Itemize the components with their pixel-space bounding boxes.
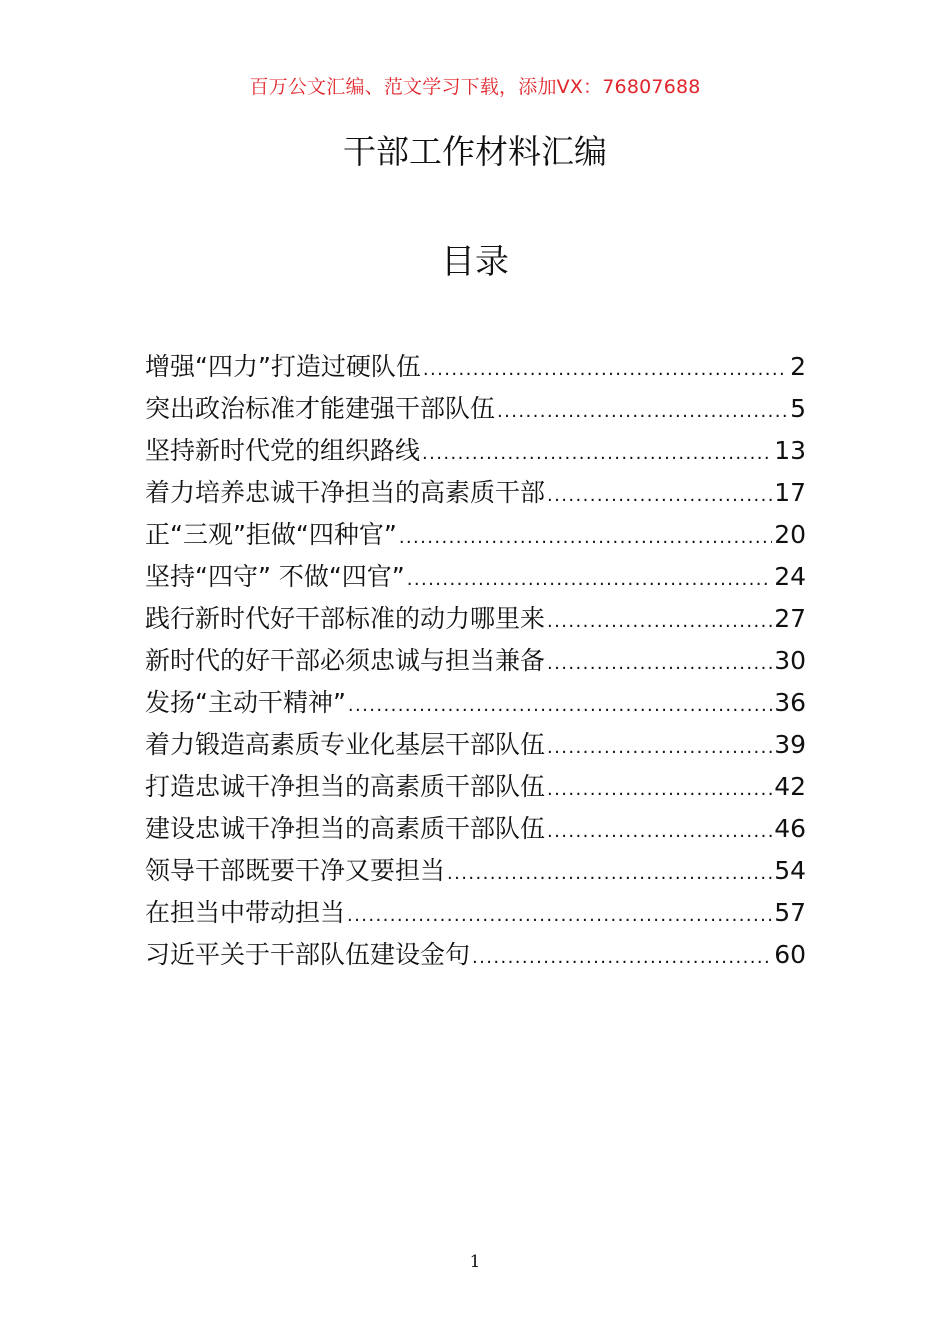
toc-item-page: 46 <box>774 814 806 843</box>
toc-item-page: 24 <box>774 562 806 591</box>
toc-item[interactable] <box>145 682 806 724</box>
toc-leader <box>423 349 788 391</box>
toc-item[interactable] <box>145 430 806 472</box>
toc-item[interactable] <box>145 640 806 682</box>
toc-item-page: 60 <box>774 940 806 969</box>
toc-leader <box>497 391 788 433</box>
toc-item-page: 54 <box>774 856 806 885</box>
toc-item-title: 在担当中带动担当 <box>145 898 346 927</box>
toc-heading: 目录 <box>441 242 509 282</box>
toc-item-title: 坚持“四守” 不做“四官” <box>145 562 405 591</box>
toc-item-page: 30 <box>774 646 806 675</box>
toc-item[interactable] <box>145 514 806 556</box>
toc-leader <box>399 517 772 559</box>
table-of-contents <box>145 346 806 976</box>
toc-item[interactable] <box>145 556 806 598</box>
toc-item[interactable] <box>145 388 806 430</box>
toc-leader <box>547 643 772 685</box>
toc-leader <box>547 811 772 853</box>
toc-item-title: 践行新时代好干部标准的动力哪里来 <box>145 604 546 633</box>
toc-leader <box>422 433 772 475</box>
toc-item-page: 27 <box>774 604 806 633</box>
toc-leader <box>348 685 772 727</box>
page-number: 1 <box>469 1252 481 1272</box>
toc-leader <box>407 559 772 601</box>
toc-item-title: 领导干部既要干净又要担当 <box>145 856 446 885</box>
toc-item[interactable] <box>145 766 806 808</box>
toc-item-page: 2 <box>790 352 806 381</box>
toc-item-page: 17 <box>774 478 806 507</box>
toc-item-page: 36 <box>774 688 806 717</box>
toc-item-title: 正“三观”拒做“四种官” <box>145 520 397 549</box>
toc-item-title: 发扬“主动干精神” <box>145 688 346 717</box>
toc-leader <box>472 937 772 979</box>
toc-item-title: 坚持新时代党的组织路线 <box>145 436 421 465</box>
toc-item-title: 着力锻造高素质专业化基层干部队伍 <box>145 730 546 759</box>
toc-leader <box>347 895 772 937</box>
document-title: 干部工作材料汇编 <box>343 132 607 171</box>
toc-item-page: 39 <box>774 730 806 759</box>
toc-item-title: 建设忠诚干净担当的高素质干部队伍 <box>145 814 546 843</box>
toc-item[interactable] <box>145 346 806 388</box>
toc-leader <box>547 475 772 517</box>
toc-item-page: 57 <box>774 898 806 927</box>
toc-item[interactable] <box>145 934 806 976</box>
toc-item-title: 新时代的好干部必须忠诚与担当兼备 <box>145 646 546 675</box>
toc-leader <box>547 727 772 769</box>
toc-item[interactable] <box>145 598 806 640</box>
toc-item-title: 增强“四力”打造过硬队伍 <box>145 352 421 381</box>
toc-item[interactable] <box>145 892 806 934</box>
toc-item-title: 习近平关于干部队伍建设金句 <box>145 940 471 969</box>
header-note: 百万公文汇编、范文学习下载，添加VX：76807688 <box>249 76 701 98</box>
toc-item-page: 5 <box>790 394 806 423</box>
toc-item-page: 20 <box>774 520 806 549</box>
toc-item[interactable] <box>145 850 806 892</box>
toc-item-title: 打造忠诚干净担当的高素质干部队伍 <box>145 772 546 801</box>
toc-item-page: 13 <box>774 436 806 465</box>
toc-leader <box>547 601 772 643</box>
toc-item[interactable] <box>145 808 806 850</box>
toc-item-page: 42 <box>774 772 806 801</box>
toc-item[interactable] <box>145 724 806 766</box>
toc-item[interactable] <box>145 472 806 514</box>
toc-leader <box>547 769 772 811</box>
toc-item-title: 着力培养忠诚干净担当的高素质干部 <box>145 478 546 507</box>
toc-leader <box>447 853 772 895</box>
toc-item-title: 突出政治标准才能建强干部队伍 <box>145 394 496 423</box>
